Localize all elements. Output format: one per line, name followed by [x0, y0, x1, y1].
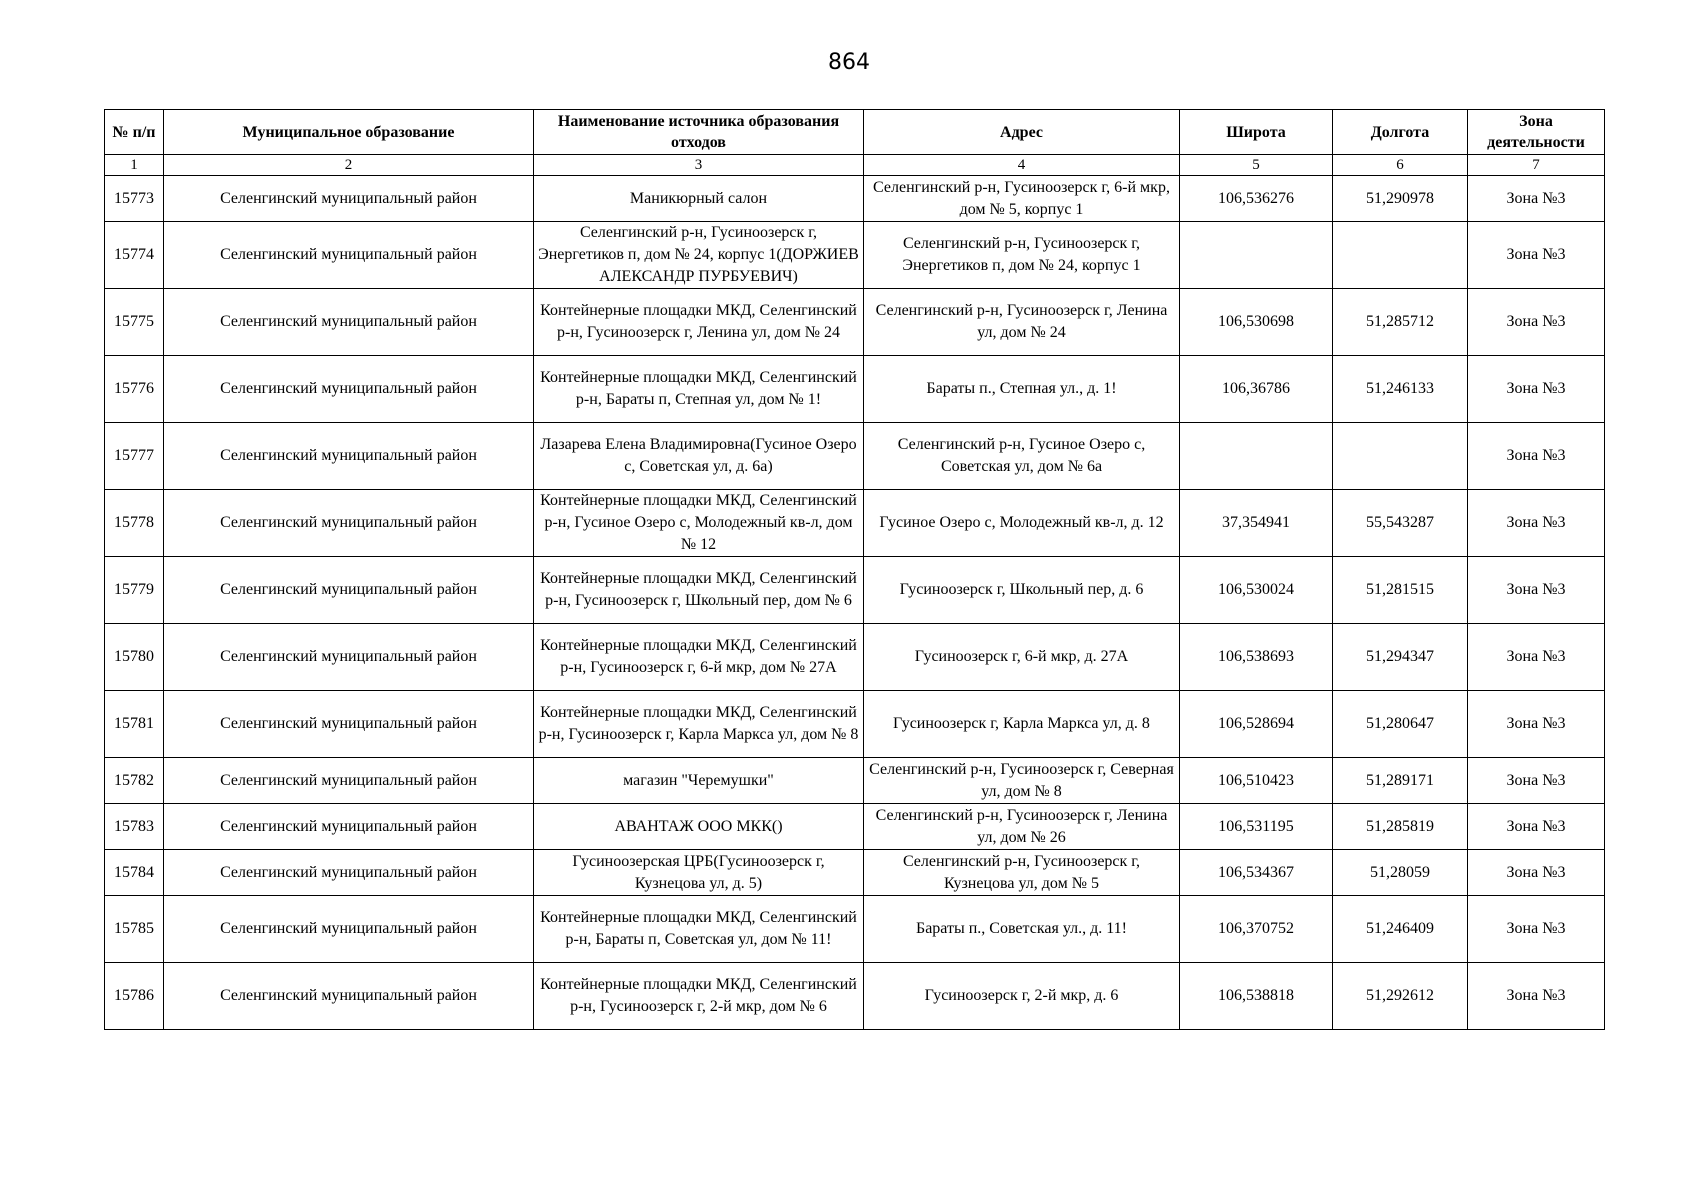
cell-latitude: 106,36786 — [1180, 356, 1333, 423]
cell-zone: Зона №3 — [1468, 222, 1605, 289]
cell-zone: Зона №3 — [1468, 804, 1605, 850]
cell-number: 15775 — [105, 289, 164, 356]
cell-address: Гусиноозерск г, Карла Маркса ул, д. 8 — [864, 691, 1180, 758]
cell-source: Контейнерные площадки МКД, Селенгинский р-н, Бараты п, Степная ул, дом № 1! — [534, 356, 864, 423]
cell-latitude: 106,530698 — [1180, 289, 1333, 356]
table-body — [105, 176, 1605, 1030]
cell-address: Гусиноозерск г, 2-й мкр, д. 6 — [864, 963, 1180, 1030]
cell-municipality: Селенгинский муниципальный район — [164, 423, 534, 490]
table-row — [105, 176, 1605, 222]
cell-latitude — [1180, 222, 1333, 289]
cell-zone: Зона №3 — [1468, 850, 1605, 896]
cell-address: Селенгинский р-н, Гусиное Озеро с, Советская ул, дом № 6а — [864, 423, 1180, 490]
cell-longitude: 51,289171 — [1333, 758, 1468, 804]
cell-zone: Зона №3 — [1468, 963, 1605, 1030]
cell-longitude — [1333, 222, 1468, 289]
cell-source: Селенгинский р-н, Гусиноозерск г, Энергетиков п, дом № 24, корпус 1(ДОРЖИЕВ АЛЕКСАНДР ПУРБУЕВИЧ) — [534, 222, 864, 289]
table-row — [105, 850, 1605, 896]
waste-sources-table — [104, 109, 1605, 1030]
cell-longitude — [1333, 423, 1468, 490]
table-row — [105, 624, 1605, 691]
cell-latitude: 106,530024 — [1180, 557, 1333, 624]
cell-latitude: 106,370752 — [1180, 896, 1333, 963]
cell-longitude: 51,280647 — [1333, 691, 1468, 758]
cell-zone: Зона №3 — [1468, 490, 1605, 557]
cell-municipality: Селенгинский муниципальный район — [164, 691, 534, 758]
cell-zone: Зона №3 — [1468, 896, 1605, 963]
cell-address: Гусиное Озеро с, Молодежный кв-л, д. 12 — [864, 490, 1180, 557]
cell-latitude: 106,510423 — [1180, 758, 1333, 804]
cell-address: Селенгинский р-н, Гусиноозерск г, Ленина ул, дом № 26 — [864, 804, 1180, 850]
cell-address: Селенгинский р-н, Гусиноозерск г, Энергетиков п, дом № 24, корпус 1 — [864, 222, 1180, 289]
table-row — [105, 490, 1605, 557]
table-row — [105, 963, 1605, 1030]
cell-longitude: 51,294347 — [1333, 624, 1468, 691]
cell-number: 15782 — [105, 758, 164, 804]
cell-address: Гусиноозерск г, Школьный пер, д. 6 — [864, 557, 1180, 624]
cell-address: Бараты п., Степная ул., д. 1! — [864, 356, 1180, 423]
table-row — [105, 557, 1605, 624]
cell-source: Маникюрный салон — [534, 176, 864, 222]
cell-source: Контейнерные площадки МКД, Селенгинский р-н, Гусиноозерск г, Ленина ул, дом № 24 — [534, 289, 864, 356]
cell-number: 15776 — [105, 356, 164, 423]
cell-source: Контейнерные площадки МКД, Селенгинский р-н, Гусиноозерск г, 6-й мкр, дом № 27А — [534, 624, 864, 691]
cell-address: Гусиноозерск г, 6-й мкр, д. 27А — [864, 624, 1180, 691]
cell-zone: Зона №3 — [1468, 758, 1605, 804]
cell-longitude: 51,246133 — [1333, 356, 1468, 423]
cell-municipality: Селенгинский муниципальный район — [164, 490, 534, 557]
column-number: 5 — [1180, 155, 1333, 176]
table-row — [105, 222, 1605, 289]
cell-latitude: 106,536276 — [1180, 176, 1333, 222]
cell-source: Контейнерные площадки МКД, Селенгинский р-н, Бараты п, Советская ул, дом № 11! — [534, 896, 864, 963]
column-number: 2 — [164, 155, 534, 176]
cell-zone: Зона №3 — [1468, 176, 1605, 222]
cell-latitude: 106,534367 — [1180, 850, 1333, 896]
cell-longitude: 51,292612 — [1333, 963, 1468, 1030]
cell-number: 15780 — [105, 624, 164, 691]
cell-municipality: Селенгинский муниципальный район — [164, 850, 534, 896]
cell-municipality: Селенгинский муниципальный район — [164, 896, 534, 963]
cell-source: Контейнерные площадки МКД, Селенгинский р-н, Гусиноозерск г, 2-й мкр, дом № 6 — [534, 963, 864, 1030]
cell-address: Бараты п., Советская ул., д. 11! — [864, 896, 1180, 963]
cell-zone: Зона №3 — [1468, 356, 1605, 423]
cell-zone: Зона №3 — [1468, 557, 1605, 624]
cell-municipality: Селенгинский муниципальный район — [164, 289, 534, 356]
table-row — [105, 691, 1605, 758]
cell-municipality: Селенгинский муниципальный район — [164, 963, 534, 1030]
table-row — [105, 758, 1605, 804]
cell-municipality: Селенгинский муниципальный район — [164, 222, 534, 289]
cell-number: 15773 — [105, 176, 164, 222]
cell-zone: Зона №3 — [1468, 289, 1605, 356]
cell-longitude: 51,285819 — [1333, 804, 1468, 850]
header-latitude: Широта — [1180, 110, 1333, 155]
cell-number: 15779 — [105, 557, 164, 624]
cell-municipality: Селенгинский муниципальный район — [164, 356, 534, 423]
page-number: 864 — [828, 50, 870, 75]
cell-zone: Зона №3 — [1468, 423, 1605, 490]
cell-longitude: 51,285712 — [1333, 289, 1468, 356]
header-longitude: Долгота — [1333, 110, 1468, 155]
cell-latitude: 106,531195 — [1180, 804, 1333, 850]
cell-number: 15781 — [105, 691, 164, 758]
cell-address: Селенгинский р-н, Гусиноозерск г, Кузнецова ул, дом № 5 — [864, 850, 1180, 896]
table-row — [105, 896, 1605, 963]
cell-municipality: Селенгинский муниципальный район — [164, 804, 534, 850]
cell-source: Контейнерные площадки МКД, Селенгинский р-н, Гусиноозерск г, Школьный пер, дом № 6 — [534, 557, 864, 624]
header-row — [105, 110, 1605, 155]
cell-longitude: 51,28059 — [1333, 850, 1468, 896]
cell-latitude: 37,354941 — [1180, 490, 1333, 557]
cell-longitude: 51,281515 — [1333, 557, 1468, 624]
header-zone: Зона деятельности — [1468, 110, 1605, 155]
cell-source: Лазарева Елена Владимировна(Гусиное Озеро с, Советская ул, д. 6а) — [534, 423, 864, 490]
cell-municipality: Селенгинский муниципальный район — [164, 557, 534, 624]
header-address: Адрес — [864, 110, 1180, 155]
column-number: 7 — [1468, 155, 1605, 176]
table-row — [105, 289, 1605, 356]
header-source: Наименование источника образования отходов — [534, 110, 864, 155]
cell-number: 15778 — [105, 490, 164, 557]
cell-municipality: Селенгинский муниципальный район — [164, 624, 534, 691]
cell-address: Селенгинский р-н, Гусиноозерск г, 6-й мкр, дом № 5, корпус 1 — [864, 176, 1180, 222]
cell-latitude: 106,538693 — [1180, 624, 1333, 691]
cell-municipality: Селенгинский муниципальный район — [164, 758, 534, 804]
column-number-row — [105, 155, 1605, 176]
cell-longitude: 55,543287 — [1333, 490, 1468, 557]
cell-municipality: Селенгинский муниципальный район — [164, 176, 534, 222]
cell-address: Селенгинский р-н, Гусиноозерск г, Северная ул, дом № 8 — [864, 758, 1180, 804]
table-row — [105, 356, 1605, 423]
cell-source: АВАНТАЖ ООО МКК() — [534, 804, 864, 850]
cell-source: магазин "Черемушки" — [534, 758, 864, 804]
header-number: № п/п — [105, 110, 164, 155]
cell-source: Гусиноозерская ЦРБ(Гусиноозерск г, Кузнецова ул, д. 5) — [534, 850, 864, 896]
cell-number: 15785 — [105, 896, 164, 963]
cell-longitude: 51,290978 — [1333, 176, 1468, 222]
cell-source: Контейнерные площадки МКД, Селенгинский р-н, Гусиноозерск г, Карла Маркса ул, дом № 8 — [534, 691, 864, 758]
cell-number: 15786 — [105, 963, 164, 1030]
cell-number: 15777 — [105, 423, 164, 490]
cell-number: 15783 — [105, 804, 164, 850]
column-number: 1 — [105, 155, 164, 176]
header-municipality: Муниципальное образование — [164, 110, 534, 155]
cell-source: Контейнерные площадки МКД, Селенгинский р-н, Гусиное Озеро с, Молодежный кв-л, дом № 12 — [534, 490, 864, 557]
cell-number: 15784 — [105, 850, 164, 896]
cell-latitude: 106,528694 — [1180, 691, 1333, 758]
cell-latitude — [1180, 423, 1333, 490]
cell-longitude: 51,246409 — [1333, 896, 1468, 963]
cell-latitude: 106,538818 — [1180, 963, 1333, 1030]
cell-number: 15774 — [105, 222, 164, 289]
cell-address: Селенгинский р-н, Гусиноозерск г, Ленина ул, дом № 24 — [864, 289, 1180, 356]
column-number: 3 — [534, 155, 864, 176]
column-number: 6 — [1333, 155, 1468, 176]
table-row — [105, 804, 1605, 850]
column-number: 4 — [864, 155, 1180, 176]
cell-zone: Зона №3 — [1468, 624, 1605, 691]
cell-zone: Зона №3 — [1468, 691, 1605, 758]
table-row — [105, 423, 1605, 490]
